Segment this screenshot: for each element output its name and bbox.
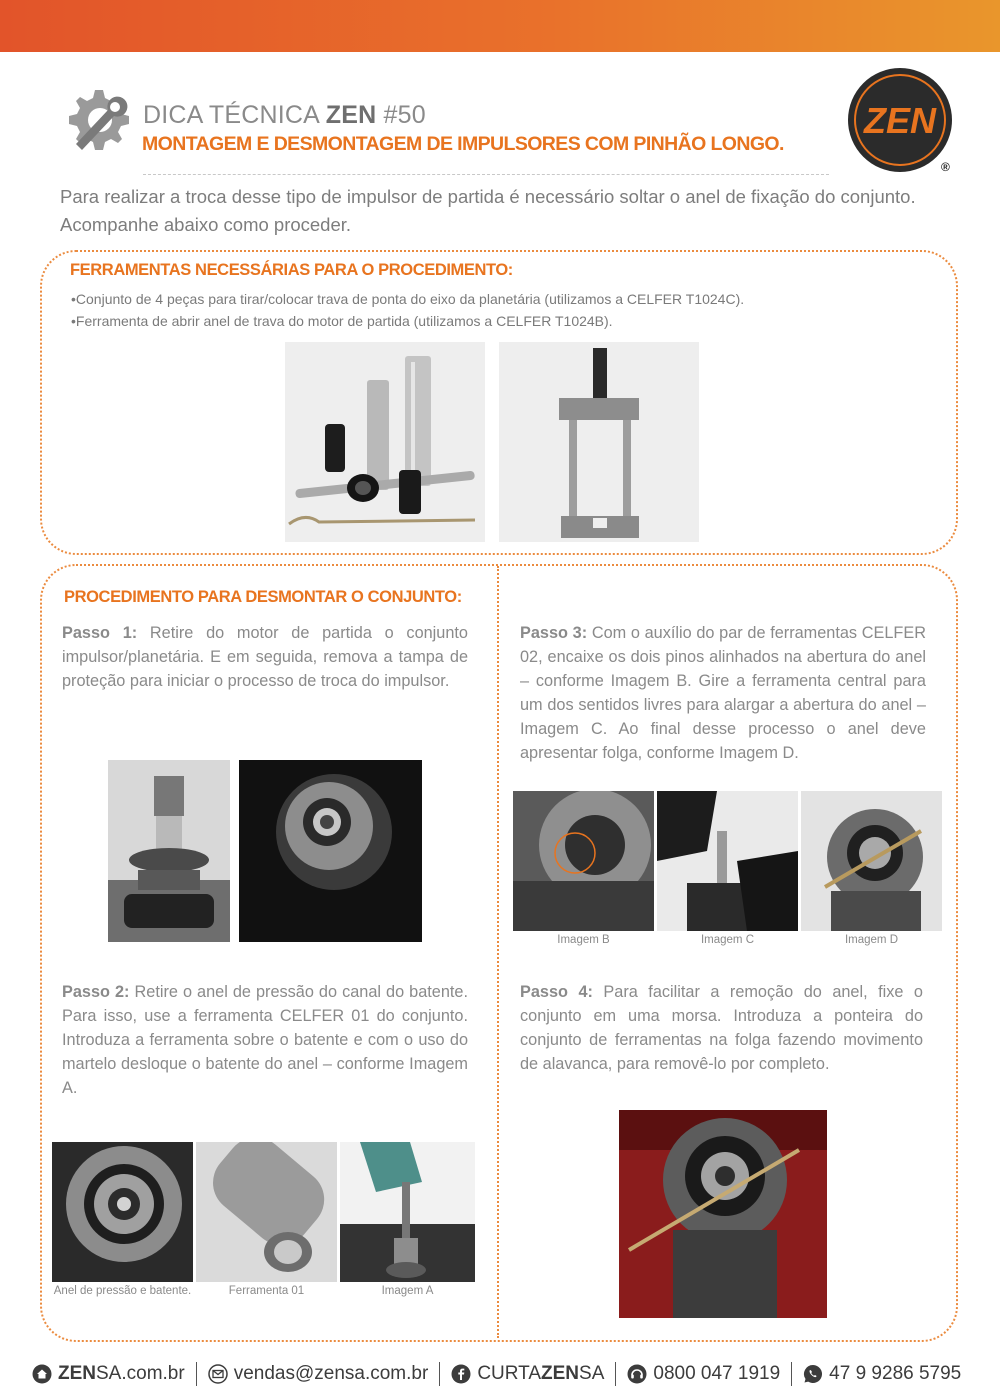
whatsapp-icon [803, 1364, 823, 1384]
pinion-top-view-photo [239, 760, 422, 942]
footer-phone[interactable]: 0800 047 1919 [627, 1363, 780, 1385]
image-a-photo [340, 1142, 475, 1282]
ring-and-stop-photo [52, 1142, 193, 1282]
caption-image-a: Imagem A [381, 1285, 434, 1297]
list-item: • Conjunto de 4 peças para tirar/colocar trava de ponta do eixo da planetária (utilizamos a CELFER T1024C). [71, 288, 744, 310]
footer-divider [196, 1362, 197, 1386]
caption-image-c: Imagem C [700, 934, 755, 946]
facebook-icon [451, 1364, 471, 1384]
footer-site[interactable]: ZEN SA.com.br [32, 1363, 185, 1385]
footer-email[interactable]: vendas@zensa.com.br [208, 1363, 429, 1385]
page-subtitle: MONTAGEM E DESMONTAGEM DE IMPULSORES COM PINHÃO LONGO. [142, 133, 784, 155]
zen-logo [847, 67, 953, 173]
footer-divider [615, 1362, 616, 1386]
image-b-photo [513, 791, 654, 931]
ring-opener-tool-photo [499, 342, 699, 542]
list-item: • Ferramenta de abrir anel de trava do motor de partida (utilizamos a CELFER T1024B). [71, 310, 744, 332]
procedure-title: PROCEDIMENTO PARA DESMONTAR O CONJUNTO: [64, 588, 462, 606]
title-divider [143, 174, 829, 175]
tool-01-photo [196, 1142, 337, 1282]
header-bar [0, 0, 1000, 52]
column-divider [497, 566, 499, 1338]
starter-assembly-photo [108, 760, 230, 942]
step-4-photo [619, 1110, 827, 1318]
home-icon [32, 1364, 52, 1384]
caption-tool-01: Ferramenta 01 [228, 1285, 305, 1297]
intro-text: Para realizar a troca desse tipo de impulsor de partida é necessário soltar o anel de fixação do conjunto. Acompanhe abaixo como proceder. [60, 186, 916, 235]
mail-icon [208, 1364, 228, 1384]
headset-icon [627, 1364, 647, 1384]
image-c-photo [657, 791, 798, 931]
caption-image-b: Imagem B [557, 934, 610, 946]
gear-wrench-icon [62, 84, 134, 156]
caption-ring: Anel de pressão e batente. [53, 1285, 192, 1297]
footer-divider [791, 1362, 792, 1386]
step-2-text: Passo 2: Retire o anel de pressão do canal do batente. Para isso, use a ferramenta CELFER 01 do conjunto. Introduza a ferramenta sobre o batente e com o uso do martelo desloque o batente do anel – conforme Imagem A. [62, 983, 468, 1097]
footer-whatsapp[interactable]: 47 9 9286 5795 [803, 1363, 961, 1385]
step-3-text: Passo 3: Com o auxílio do par de ferramentas CELFER 02, encaixe os dois pinos alinhados na abertura do anel – conforme Imagem B. Gire a ferramenta central para um dos sentidos livres para alargar a abertura do anel – Imagem C. Ao final desse processo o anel deve apresentar folga, conforme Imagem D. [520, 624, 926, 762]
step-4-text: Passo 4: Para facilitar a remoção do anel, fixe o conjunto em uma morsa. Introduza a ponteira do conjunto de ferramentas na folga fazendo movimento de alavanca, para removê-lo por completo. [520, 983, 923, 1073]
svg-text:ZEN: ZEN [864, 100, 936, 141]
tools-title: FERRAMENTAS NECESSÁRIAS PARA O PROCEDIMENTO: [70, 261, 513, 279]
caption-image-d: Imagem D [844, 934, 899, 946]
step-1-text: Passo 1: Retire do motor de partida o conjunto impulsor/planetária. E em seguida, remova a tampa de proteção para iniciar o processo de troca do impulsor. [62, 624, 468, 690]
tool-set-photo [285, 342, 485, 542]
page-title: DICA TÉCNICA ZEN #50 [143, 101, 426, 129]
image-d-photo [801, 791, 942, 931]
footer-facebook[interactable]: CURTA ZEN SA [451, 1363, 604, 1385]
tools-list [71, 288, 744, 332]
footer [32, 1360, 982, 1388]
registered-mark: ® [941, 160, 950, 174]
footer-divider [439, 1362, 440, 1386]
